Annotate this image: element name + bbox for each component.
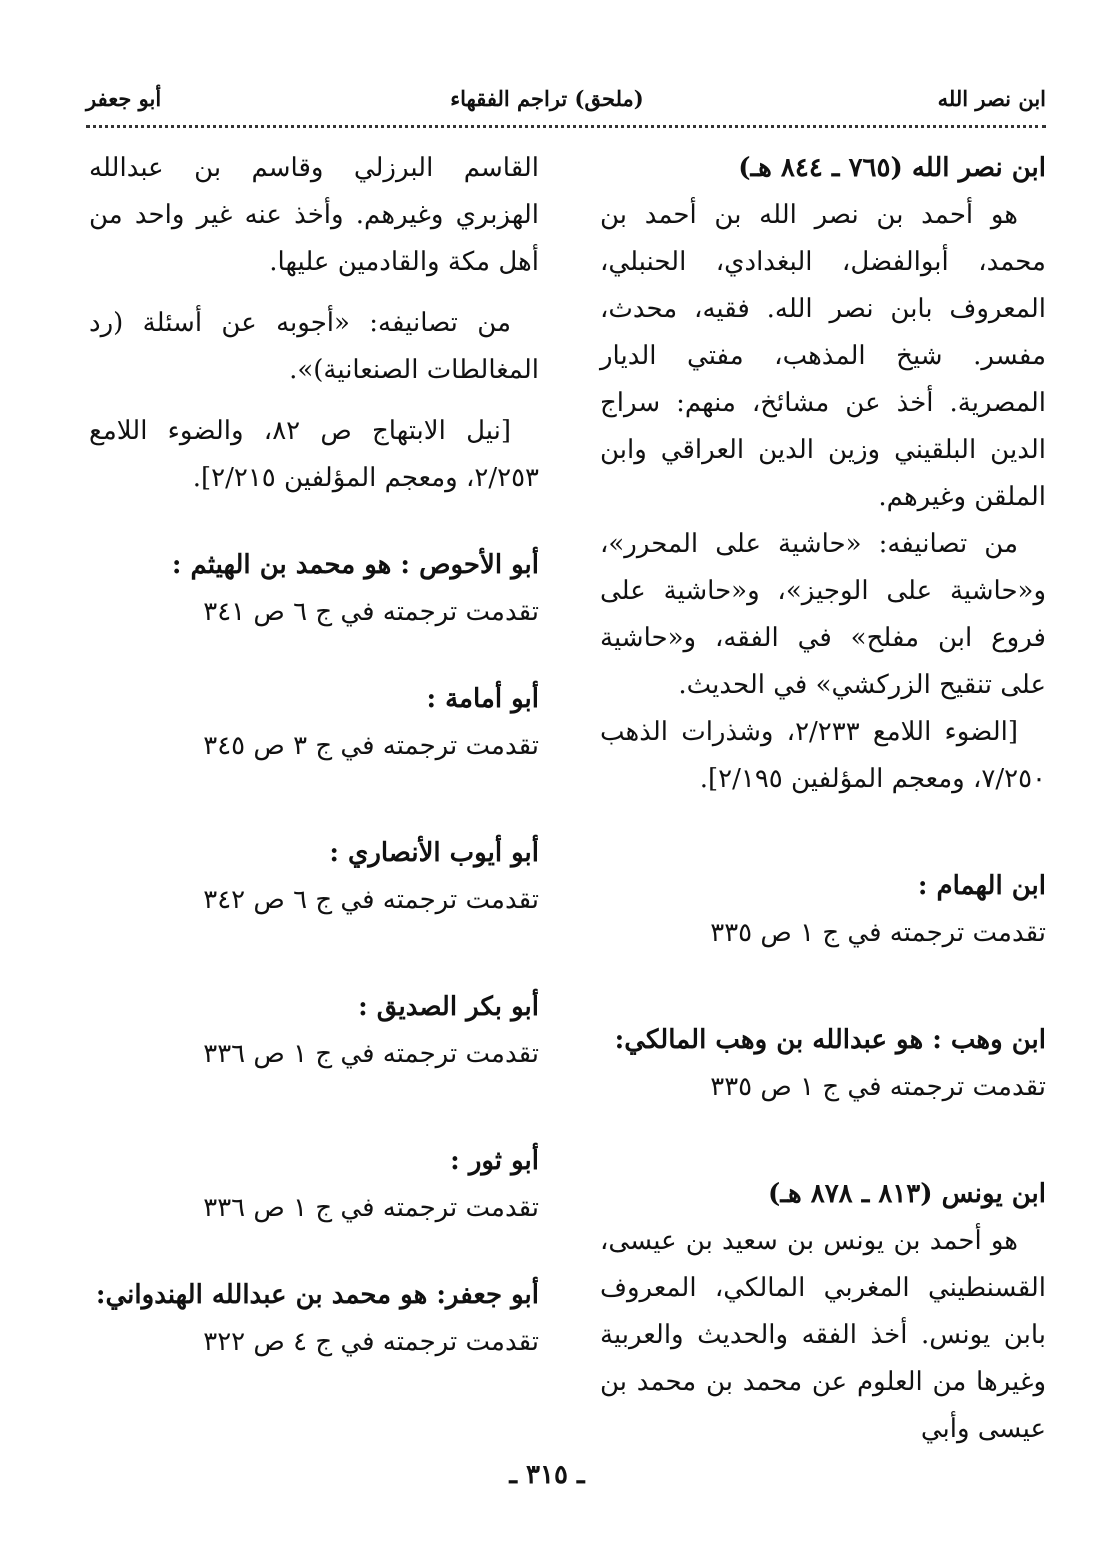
page-number: ـ ٣١٥ ـ [509, 1460, 585, 1490]
entry-heading: أبو ثور : [450, 1146, 539, 1176]
entry-heading: ابن الهمام : [917, 871, 1046, 901]
entry-paragraph: من تصانيفه: «حاشية على المحرر»، و«حاشية على الوجيز»، و«حاشية على فروع ابن مفلح» في الفقه، و«حاشية على تنقيح الزركشي» في الحديث. [600, 529, 1046, 700]
entry-crossref: تقدمت ترجمته في ج ١ ص ٣٣٦ [203, 1193, 539, 1223]
header-right-title: ابن نصر الله [937, 86, 1046, 111]
entry-paragraph: القاسم البرزلي وقاسم بن عبدالله الهزبري وغيرهم. وأخذ عنه غير واحد من أهل مكة والقادمين عليها. [89, 153, 539, 277]
entry-heading: أبو بكر الصديق : [358, 992, 539, 1022]
entry-references: [نيل الابتهاج ص ٨٢، والضوء اللامع ٢/٢٥٣، ومعجم المؤلفين ٢/٢١٥]. [89, 416, 539, 493]
left-column [89, 145, 539, 1366]
entry-crossref: تقدمت ترجمته في ج ١ ص ٣٣٥ [710, 1072, 1046, 1102]
header-center-title: (ملحق) تراجم الفقهاء [450, 86, 644, 111]
entry-crossref: تقدمت ترجمته في ج ١ ص ٣٣٦ [203, 1039, 539, 1069]
entry-references: [الضوء اللامع ٢/٢٣٣، وشذرات الذهب ٧/٢٥٠، ومعجم المؤلفين ٢/١٩٥]. [600, 717, 1046, 794]
entry-heading: ابن وهب : هو عبدالله بن وهب المالكي: [614, 1025, 1046, 1055]
header-left-title: أبو جعفر [86, 86, 162, 111]
entry-crossref: تقدمت ترجمته في ج ٤ ص ٣٢٢ [203, 1327, 539, 1357]
entry-paragraph: من تصانيفه: «أجوبه عن أسئلة (رد المغالطات الصنعانية)». [89, 308, 539, 385]
entry-heading: ابن نصر الله (٧٦٥ ـ ٨٤٤ هـ) [738, 153, 1046, 183]
entry-heading: ابن يونس (٨١٣ ـ ٨٧٨ هـ) [768, 1179, 1046, 1209]
entry-heading: أبو أيوب الأنصاري : [329, 838, 539, 868]
entry-crossref: تقدمت ترجمته في ج ٣ ص ٣٤٥ [203, 731, 539, 761]
entry-heading: أبو جعفر: هو محمد بن عبدالله الهندواني: [95, 1280, 539, 1310]
entry-crossref: تقدمت ترجمته في ج ١ ص ٣٣٥ [710, 918, 1046, 948]
entry-heading: أبو أمامة : [426, 684, 539, 714]
entry-crossref: تقدمت ترجمته في ج ٦ ص ٣٤٢ [203, 885, 539, 915]
entry-paragraph: هو أحمد بن نصر الله بن أحمد بن محمد، أبوالفضل، البغدادي، الحنبلي، المعروف بابن نصر الله. فقيه، محدث، مفسر. شيخ المذهب، مفتي الديار المصرية. أخذ عن مشائخ، منهم: سراج الدين البلقيني وزين الدين العراقي وابن الملقن وغيرهم. [600, 200, 1046, 512]
entry-heading: أبو الأحوص : هو محمد بن الهيثم : [171, 550, 539, 580]
header-dotted-rule [86, 125, 1046, 128]
right-column [600, 145, 1046, 1453]
entry-paragraph: هو أحمد بن يونس بن سعيد بن عيسى، القسنطيني المغربي المالكي، المعروف بابن يونس. أخذ الفقه والحديث والعربية وغيرها من العلوم عن محمد بن محمد بن عيسى وأبي [600, 1226, 1046, 1444]
entry-crossref: تقدمت ترجمته في ج ٦ ص ٣٤١ [203, 597, 539, 627]
